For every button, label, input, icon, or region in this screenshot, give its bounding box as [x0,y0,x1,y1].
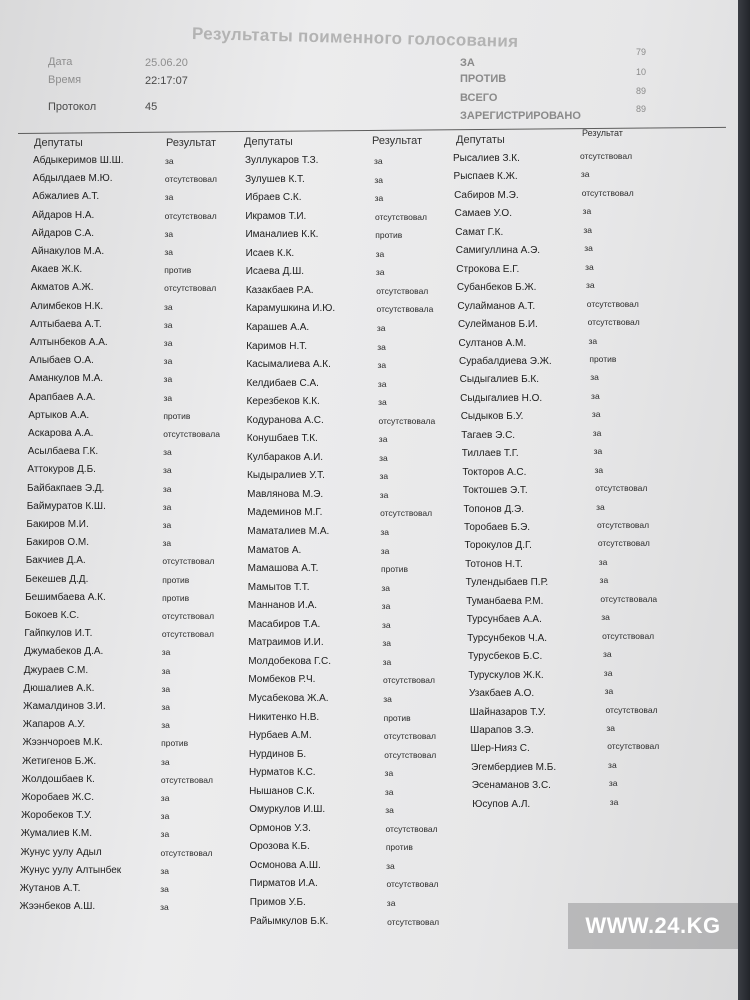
deputy-name: Бакиров О.М. [26,537,90,549]
vote-result: за [162,465,172,476]
deputy-name: Маматов А. [247,544,302,556]
total-all-value: 89 [636,86,647,96]
deputy-name: Сулейманов Б.И. [457,319,538,331]
vote-result: отсутствовал [385,823,438,834]
deputy-name: Турусбеков Б.С. [467,651,543,663]
vote-result: отсутствовала [163,429,220,439]
vote-result: за [374,156,383,166]
vote-result: отсутствовал [162,611,215,621]
deputy-name: Райымкулов Б.К. [249,915,329,927]
deputy-name: Акаев Ж.К. [31,264,83,276]
vote-result: за [380,527,390,537]
vote-result: отсутствовал [380,508,433,519]
vote-result: за [379,489,389,500]
document-title: Результаты поименного голосования [191,23,519,51]
deputy-name: Шарапов З.Э. [470,724,534,736]
deputy-name: Казакбаев Р.А. [245,284,314,296]
deputy-name: Карашев А.А. [246,321,310,333]
vote-result: отсутствовал [160,774,213,785]
vote-result: за [378,397,387,408]
vote-result: за [160,829,170,840]
deputy-name: Кулбараков А.И. [246,451,324,463]
deputy-name: Топонов Д.Э. [463,503,524,515]
vote-result: за [584,243,593,254]
deputy-name: Орозова К.Б. [249,841,310,853]
vote-result: за [606,722,615,733]
vote-result: за [164,247,174,257]
deputy-name: Рыспаев К.Ж. [453,171,518,183]
vote-result: отсутствовал [162,556,215,567]
deputy-name: Икрамов Т.И. [245,210,307,222]
total-against-label: ПРОТИВ [460,73,507,85]
deputy-name: Нышанов С.К. [249,785,315,797]
vote-result: против [162,592,190,603]
vote-result: за [379,471,389,482]
deputy-name: Мамытов Т.Т. [247,581,310,593]
vote-result: за [582,206,592,217]
vote-result: за [385,805,394,816]
deputy-name: Жапаров А.У. [22,719,86,731]
deputy-name: Эгембердиев М.Б. [471,761,557,773]
deputy-name: Жээнбеков А.Ш. [19,901,96,913]
deputy-name: Бекешев Д.Д. [25,573,89,585]
vote-result: против [164,265,192,276]
deputy-name: Сабиров М.Э. [454,189,519,201]
vote-result: за [585,280,595,291]
deputy-name: Бакчиев Д.А. [25,555,86,567]
vote-result: за [386,860,395,871]
deputy-name: Абжалиев А.Т. [32,191,100,203]
deputy-name: Байбакпаев Э.Д. [27,482,105,494]
vote-result: за [608,778,618,789]
deputy-name: Сыдыгалиев Н.О. [460,392,543,404]
vote-result: за [161,647,171,658]
vote-result: против [381,564,409,575]
vote-result: за [375,248,385,259]
vote-result: отсутствовал [607,741,660,752]
vote-result: за [163,392,173,403]
vote-result: против [375,230,403,241]
vote-result: отсутствовал [580,151,633,161]
deputy-name: Сыдыков Б.У. [460,411,524,423]
deputy-name: Торокулов Д.Г. [464,540,532,552]
vote-result: отсутствовала [600,593,658,604]
vote-result: за [163,447,172,458]
vote-result: за [583,224,593,235]
deputy-name: Артыков А.А. [28,409,90,421]
vote-result: за [162,520,172,530]
deputy-name: Бокоев К.С. [24,610,80,621]
deputy-name: Акматов А.Ж. [30,282,94,294]
vote-result: за [377,378,387,389]
vote-result: отсутствовал [597,520,650,530]
deputy-name: Аттокуров Д.Б. [27,464,96,476]
deputy-name: Жутанов А.Т. [19,883,81,894]
deputy-name: Жамалдинов З.И. [23,701,106,712]
deputy-name: Тагаев Э.С. [461,429,516,441]
vote-result: за [592,427,602,438]
vote-result: за [382,638,391,649]
vote-result: за [161,720,170,731]
deputy-name: Сыдыгалиев Б.К. [459,374,540,386]
vote-result: отсутствовал [595,483,648,494]
vote-result: за [164,228,174,239]
vote-result: за [382,619,391,630]
vote-result: за [602,649,612,660]
deputy-name: Торобаев Б.Э. [464,522,531,533]
vote-result: отсутствовал [161,629,214,640]
deputy-name: Токтошев Э.Т. [462,485,528,497]
vote-result: против [385,842,413,853]
deputy-name: Карамушкина И.Ю. [245,303,336,315]
vote-result: отсутствовал [586,298,639,309]
deputy-name: Исаев К.К. [245,247,295,259]
vote-result: за [608,759,617,770]
deputy-name: Шайназаров Т.У. [469,706,546,718]
deputy-name: Момбеков Р.Ч. [248,674,316,686]
vote-result: за [379,452,388,463]
vote-result: против [589,353,617,364]
vote-result: за [161,683,171,694]
vote-result: за [164,192,174,203]
deputy-name: Примов У.Б. [249,897,306,908]
vote-result: за [382,656,392,667]
vote-result: за [161,665,171,676]
vote-result: за [603,667,613,678]
vote-result: за [598,556,608,567]
deputy-name: Токторов А.С. [462,466,527,478]
vote-result: за [380,545,390,556]
deputy-name: Жумалиев К.М. [20,828,93,840]
vote-result: за [588,335,598,346]
deputy-name: Сурабалдиева Э.Ж. [459,355,552,367]
protocol-label: Протокол [48,101,97,113]
header-result-3: Результат [582,128,623,138]
deputy-name: Исаева Д.Ш. [245,266,305,278]
vote-result: отсутствовал [382,675,435,686]
vote-result: за [386,898,396,908]
vote-result: отсутствовал [605,704,658,715]
vote-result: отсутствовала [378,415,436,426]
deputy-name: Айдаров С.А. [31,227,94,239]
deputy-name: Маннанов И.А. [247,600,318,612]
deputy-name: Алыбаев О.А. [29,355,94,367]
vote-result: за [384,786,394,797]
vote-result: против [383,712,411,723]
deputy-name: Юсупов А.Л. [472,798,531,810]
header-result-2: Результат [372,135,423,147]
vote-result: за [160,793,170,803]
deputy-name: Бакиров М.И. [26,519,89,530]
deputy-name: Молдобекова Г.С. [248,655,331,667]
vote-result: за [160,865,169,876]
header-deputies-2: Депутаты [244,136,293,148]
vote-result: отсутствовал [160,847,213,858]
deputy-name: Турускулов Ж.К. [468,669,544,681]
vote-result: отсутствовал [164,174,217,185]
deputy-name: Жунус уулу Адыл [20,846,102,858]
deputy-name: Маматалиев М.А. [247,526,330,537]
vote-result: за [163,374,173,385]
date-value: 25.06.20 [145,57,188,69]
deputy-name: Турсунбаев А.А. [466,614,542,626]
deputy-name: Узакбаев А.О. [468,688,535,700]
deputy-name: Мадеминов М.Г. [247,507,323,519]
date-label: Дата [48,56,73,68]
vote-result: за [609,796,619,807]
total-registered-value: 89 [636,104,647,114]
vote-result: за [591,409,601,420]
vote-result: отсутствовал [164,210,217,221]
vote-result: за [601,612,610,623]
deputy-name: Субанбеков Б.Ж. [456,282,537,294]
deputy-name: Аманкулов М.А. [29,373,104,385]
vote-result: за [590,372,599,383]
vote-result: за [160,811,170,822]
deputy-name: Айнакулов М.А. [31,246,105,257]
deputy-name: Асылбаева Г.К. [27,446,99,458]
deputy-name: Касымалиева А.К. [246,359,331,371]
time-value: 22:17:07 [145,75,188,87]
deputy-name: Жоробеков Т.У. [21,810,92,822]
vote-result: за [162,501,172,512]
vote-result: за [377,341,386,352]
deputy-name: Айдаров Н.А. [32,209,95,221]
deputy-name: Никитенко Н.В. [248,711,320,723]
deputy-name: Конушбаев Т.К. [246,433,318,445]
deputy-name: Самат Г.К. [455,226,504,238]
deputy-name: Джураев С.М. [23,664,89,676]
deputy-name: Каримов Н.Т. [246,340,308,352]
vote-result: за [162,483,172,494]
vote-result: за [377,360,387,371]
vote-result: за [160,902,169,913]
vote-result: за [381,601,391,612]
deputy-name: Нурматов К.С. [248,767,316,779]
vote-result: за [599,575,609,586]
vote-result: отсутствовал [587,317,640,328]
deputy-name: Пирматов И.А. [249,878,318,890]
deputy-name: Эсенаманов З.С. [471,780,551,792]
deputy-name: Келдибаев С.А. [246,377,319,389]
deputy-name: Мусабекова Ж.А. [248,692,329,704]
vote-result: за [165,156,174,166]
deputy-name: Турсунбеков Ч.А. [467,632,548,644]
deputy-name: Кыдыралиев У.Т. [247,470,325,482]
total-registered-label: ЗАРЕГИСТРИРОВАНО [460,110,581,122]
deputy-name: Жээнчороев М.К. [22,737,103,749]
deputy-name: Иманалиев К.К. [245,229,319,241]
deputy-name: Мамашова А.Т. [247,563,319,575]
vote-result: за [160,884,169,894]
deputy-name: Алтыбаева А.Т. [30,318,102,330]
deputy-name: Тотонов Н.Т. [465,558,523,570]
vote-result: отсутствовал [164,283,217,294]
vote-result: против [163,410,191,421]
deputy-name: Дюшалиев А.К. [23,682,95,694]
vote-result: за [375,267,385,278]
vote-result: против [162,574,190,585]
vote-result: за [376,322,386,333]
protocol-value: 45 [145,101,158,113]
vote-result: за [591,390,600,401]
header-deputies-3: Депутаты [456,134,505,146]
deputy-name: Самигуллина А.Э. [455,245,541,257]
deputy-name: Баймуратов К.Ш. [26,500,106,512]
deputy-name: Масабиров Т.А. [248,618,321,630]
vote-result: за [585,261,594,272]
deputy-name: Мавлянова М.Э. [247,488,324,500]
total-all-label: ВСЕГО [460,92,498,104]
vote-result: отсутствовал [384,749,437,760]
deputy-name: Гайпкулов И.Т. [24,628,93,640]
deputy-name: Матраимов И.И. [248,637,324,649]
deputy-name: Кодуранова А.С. [246,414,324,426]
deputy-name: Абдыкеримов Ш.Ш. [33,155,124,166]
deputy-name: Туманбаева Р.М. [466,595,544,607]
time-label: Время [48,74,82,86]
vote-result: отсутствовал [386,879,439,890]
vote-result: за [162,538,172,549]
deputy-name: Нурдинов Б. [248,748,307,760]
deputy-name: Ормонов У.З. [249,822,311,834]
vote-result: отсутствовал [376,285,429,296]
vote-result: за [384,768,394,779]
vote-result: за [383,693,392,704]
vote-result: за [374,174,383,185]
vote-result: против [161,738,189,749]
total-against-value: 10 [636,67,647,77]
deputy-name: Омуркулов И.Ш. [249,804,326,816]
vote-result: отсутствовал [581,187,634,198]
header-result-1: Результат [166,137,217,149]
vote-result: за [163,319,173,330]
deputy-name: Жунус уулу Алтынбек [20,864,122,876]
total-for-label: ЗА [460,57,475,69]
deputy-name: Самаев У.О. [454,208,512,220]
deputy-name: Сулайманов А.Т. [457,300,536,312]
header-deputies-1: Депутаты [34,137,83,149]
deputy-name: Нурбаев А.М. [248,730,312,742]
vote-result: отсутствовала [376,304,434,315]
vote-result: за [163,338,173,348]
vote-result: отсутствовал [383,731,436,742]
deputy-name: Бешимбаева А.К. [25,591,106,603]
vote-result: за [593,446,603,457]
deputy-name: Алтынбеков А.А. [29,337,108,348]
vote-result: за [163,356,173,367]
vote-result: за [596,501,605,512]
vote-result: за [378,434,388,445]
watermark: WWW.24.KG [568,903,738,949]
vote-result: отсутствовал [387,916,440,927]
vote-result: за [381,582,390,593]
vote-result: отсутствовал [597,538,650,549]
vote-result: за [374,193,384,204]
deputy-name: Зуллукаров Т.З. [245,155,319,166]
deputy-name: Султанов А.М. [458,337,527,349]
deputy-name: Тулендыбаев П.Р. [465,577,549,589]
vote-result: за [161,756,170,767]
deputy-name: Ибраев С.К. [245,192,302,204]
deputy-name: Арапбаев А.А. [28,391,96,403]
deputy-name: Тиллаев Т.Г. [461,448,519,460]
deputy-name: Жолдошбаев К. [21,773,95,785]
background-edge [738,0,750,1000]
deputy-name: Алимбеков Н.К. [30,300,104,312]
vote-result: за [580,169,590,180]
vote-result: за [161,702,171,712]
deputy-name: Строкова Е.Г. [456,263,520,275]
total-for-value: 79 [636,47,647,57]
vote-result: за [594,464,604,475]
deputy-name: Шер-Нияз С. [470,743,530,755]
deputy-name: Аскарова А.А. [28,428,94,439]
deputy-name: Осмонова А.Ш. [249,859,321,871]
deputy-name: Абдылдаев М.Ю. [32,173,113,185]
deputy-name: Рысалиев З.К. [453,153,520,164]
vote-result: отсутствовал [602,630,655,641]
deputy-name: Жетигенов Б.Ж. [22,755,97,767]
deputy-name: Керезбеков К.К. [246,396,320,408]
vote-result: отсутствовал [374,211,427,222]
deputy-name: Жоробаев Ж.С. [21,792,94,803]
vote-result: за [164,301,173,312]
deputy-name: Зулушев К.Т. [245,173,305,185]
deputy-name: Джумабеков Д.А. [24,646,104,658]
vote-result: за [604,686,614,697]
